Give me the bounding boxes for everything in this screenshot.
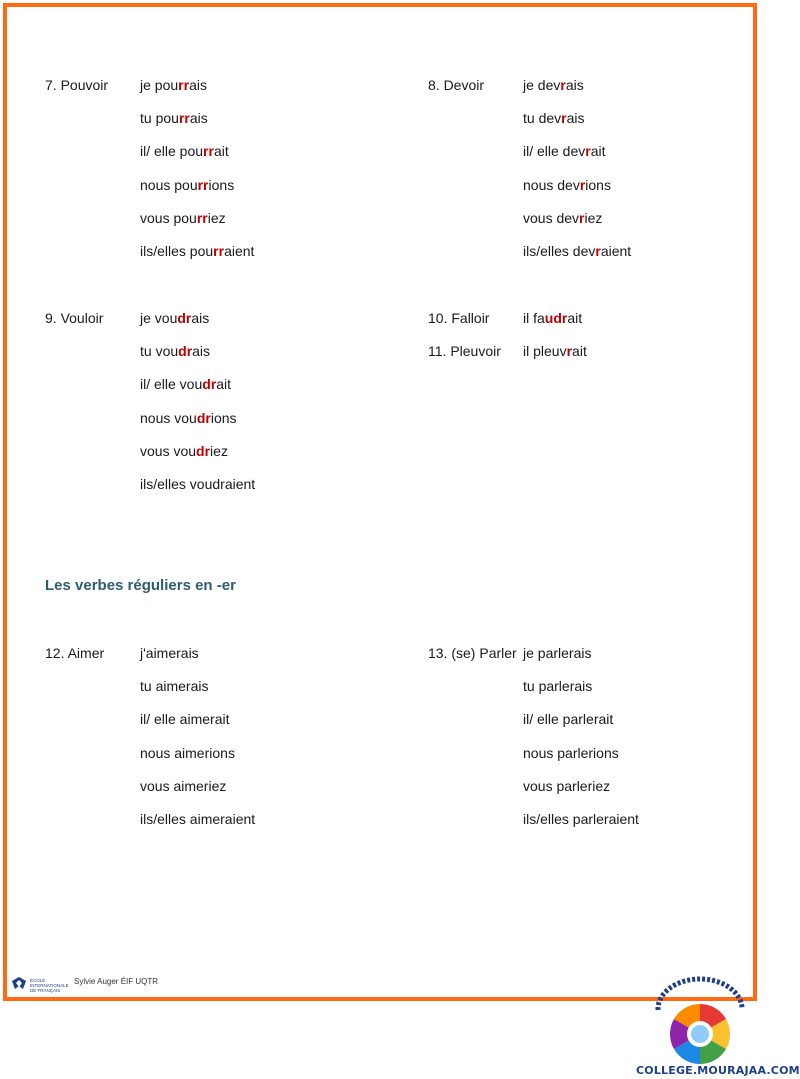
section-title: Les verbes réguliers en -er <box>45 577 236 594</box>
stem-highlight: r <box>561 110 567 126</box>
form-start: je parlerais <box>523 645 592 661</box>
form-start: vous parleriez <box>523 778 611 794</box>
form-start: nous parlerions <box>523 745 619 761</box>
form-ending: iez <box>210 443 228 459</box>
form-start: il/ elle vou <box>140 376 203 392</box>
logo-line-1: ÉCOLE <box>30 978 46 983</box>
conjugation-form <box>523 745 619 761</box>
form-start: ils/elles dev <box>523 243 596 259</box>
form-start: ils/elles voudraient <box>140 476 256 492</box>
form-start: il/ elle pou <box>140 143 204 159</box>
form-ending: ait <box>216 376 232 392</box>
form-start: nous aimerions <box>140 745 235 761</box>
form-start: nous vou <box>140 410 197 426</box>
form-ending: ait <box>213 143 229 159</box>
form-start: je vou <box>140 310 178 326</box>
conjugation-form <box>140 243 254 259</box>
form-start: vous pou <box>140 210 197 226</box>
logo-line-3: DE FRANÇAIS <box>30 988 61 993</box>
form-ending: ais <box>192 343 211 359</box>
stem-highlight: r <box>579 210 585 226</box>
conjugation-form <box>140 343 210 359</box>
conjugation-form <box>523 778 610 794</box>
conjugation-form <box>523 210 602 226</box>
form-ending: ait <box>567 310 583 326</box>
form-start: vous aimeriez <box>140 778 227 794</box>
logo-line-2: INTERNATIONALE <box>30 983 69 988</box>
eif-logo <box>10 975 68 993</box>
conjugation-form <box>140 77 207 93</box>
page-frame <box>3 3 757 1001</box>
conjugation-form <box>523 811 639 827</box>
form-start: ils/elles aimeraient <box>140 811 256 827</box>
verb-label: 12. Aimer <box>45 645 105 661</box>
form-start: tu vou <box>140 343 179 359</box>
conjugation-form <box>140 645 199 661</box>
conjugation-form <box>140 310 209 326</box>
form-ending: iez <box>584 210 603 226</box>
form-start: tu aimerais <box>140 678 209 694</box>
conjugation-form <box>140 678 208 694</box>
form-ending: aient <box>600 243 632 259</box>
verb-label: 10. Falloir <box>428 310 490 326</box>
stem-highlight: rr <box>178 110 190 126</box>
stem-highlight: rr <box>196 210 208 226</box>
form-start: ils/elles pou <box>140 243 214 259</box>
verb-label: 13. (se) Parler <box>428 645 517 661</box>
conjugation-form <box>140 143 229 159</box>
mourajaa-logo <box>648 982 752 1066</box>
conjugation-form <box>523 177 611 193</box>
stem-highlight: dr <box>196 410 211 426</box>
form-ending: ais <box>565 77 584 93</box>
form-start: nous pou <box>140 177 198 193</box>
form-ending: ais <box>191 310 210 326</box>
verb-label: 11. Pleuvoir <box>428 343 501 359</box>
form-start: j'aimerais <box>140 645 199 661</box>
stem-highlight: dr <box>177 310 192 326</box>
stem-highlight: dr <box>178 343 193 359</box>
conjugation-form <box>140 811 255 827</box>
form-start: tu parlerais <box>523 678 593 694</box>
stem-highlight: dr <box>196 443 211 459</box>
conjugation-form <box>140 476 255 492</box>
form-ending: ais <box>189 110 208 126</box>
conjugation-form <box>523 310 582 326</box>
conjugation-form <box>140 210 226 226</box>
stem-highlight: rr <box>203 143 214 159</box>
conjugation-form <box>140 711 229 727</box>
conjugation-form <box>523 678 592 694</box>
conjugation-form <box>523 711 613 727</box>
form-start: il/ elle aimerait <box>140 711 230 727</box>
form-start: il/ elle parlerait <box>523 711 614 727</box>
footer-credit: Sylvie Auger ÉIF UQTR <box>74 977 159 986</box>
verb-label: 7. Pouvoir <box>45 77 109 93</box>
conjugation-form <box>140 745 235 761</box>
form-ending: ions <box>585 177 611 193</box>
conjugation-form <box>523 77 584 93</box>
form-start: tu pou <box>140 110 179 126</box>
stem-highlight: udr <box>544 310 568 326</box>
conjugation-form <box>140 177 234 193</box>
form-start: tu dev <box>523 110 562 126</box>
conjugation-form <box>523 243 631 259</box>
conjugation-form <box>140 110 208 126</box>
stem-highlight: r <box>560 77 566 93</box>
stem-highlight: rr <box>213 243 225 259</box>
form-ending: ait <box>590 143 606 159</box>
stem-highlight: r <box>566 343 573 359</box>
form-ending: ions <box>208 177 235 193</box>
form-ending: ait <box>572 343 587 359</box>
conjugation-form <box>523 110 585 126</box>
form-ending: ions <box>210 410 237 426</box>
form-start: vous vou <box>140 443 197 459</box>
form-start: je pou <box>140 77 179 93</box>
conjugation-form <box>523 645 591 661</box>
form-start: ils/elles parleraient <box>523 811 639 827</box>
conjugation-form <box>140 443 228 459</box>
conjugation-form <box>523 343 587 359</box>
form-ending: iez <box>207 210 226 226</box>
conjugation-form <box>140 778 226 794</box>
conjugation-form <box>523 143 606 159</box>
conjugation-form <box>140 410 237 426</box>
stem-highlight: rr <box>178 77 190 93</box>
verb-label: 9. Vouloir <box>45 310 104 326</box>
conjugation-form <box>140 376 231 392</box>
stem-highlight: rr <box>197 177 209 193</box>
form-start: nous dev <box>523 177 580 193</box>
stem-highlight: r <box>585 143 591 159</box>
stem-highlight: r <box>595 243 601 259</box>
form-ending: ais <box>189 77 207 93</box>
stem-highlight: r <box>579 177 586 193</box>
stem-highlight: dr <box>202 376 217 392</box>
form-ending: ais <box>566 110 585 126</box>
form-start: vous dev <box>523 210 580 226</box>
form-start: je dev <box>523 77 561 93</box>
form-start: il/ elle dev <box>523 143 586 159</box>
form-ending: aient <box>224 243 255 259</box>
form-start: il fa <box>523 310 545 326</box>
verb-label: 8. Devoir <box>428 77 485 93</box>
site-caption: COLLEGE.MOURAJAA.COM <box>636 1064 800 1077</box>
form-start: il pleuv <box>523 343 567 359</box>
